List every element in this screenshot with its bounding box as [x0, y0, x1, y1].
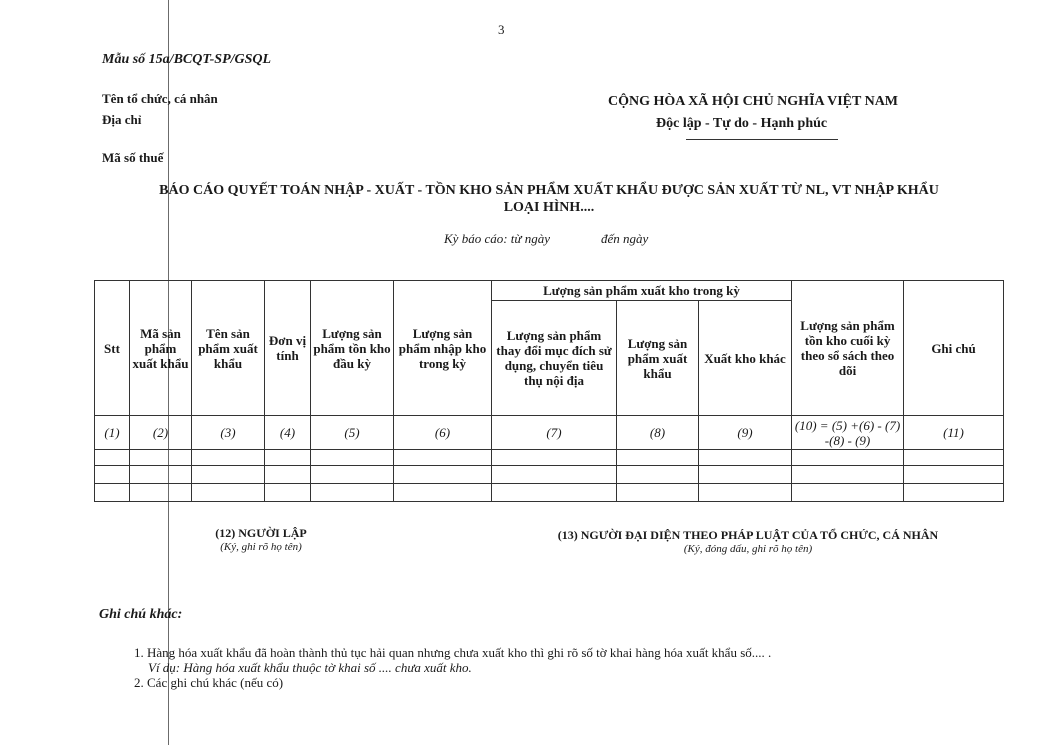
national-motto: Độc lập - Tự do - Hạnh phúc — [656, 116, 828, 131]
index-row — [95, 416, 1004, 450]
col-header-closing-stock: Lượng sản phẩm tồn kho cuối kỳ theo sổ sách theo dõi — [792, 281, 904, 416]
report-title-line1: BÁO CÁO QUYẾT TOÁN NHẬP - XUẤT - TỒN KHO SẢN PHẨM XUẤT KHẨU ĐƯỢC SẢN XUẤT TỪ NL, VT NHẬP KHẨU — [159, 183, 939, 198]
index-cell: (4) — [265, 416, 311, 450]
form-code: Mẫu số 15a/BCQT-SP/GSQL — [102, 52, 272, 67]
col-header-exported: Lượng sản phẩm xuất khẩu — [617, 301, 699, 416]
index-cell: (3) — [192, 416, 265, 450]
index-cell: (5) — [311, 416, 394, 450]
report-period-from: Kỳ báo cáo: từ ngày — [444, 231, 551, 246]
index-cell: (2) — [130, 416, 192, 450]
note-item-1-example: Ví dụ: Hàng hóa xuất khẩu thuộc tờ khai số .... chưa xuất kho. — [148, 660, 472, 675]
table-row — [95, 466, 1004, 484]
index-cell: (7) — [492, 416, 617, 450]
notes-heading: Ghi chú khác: — [99, 607, 183, 622]
col-header-product-code: Mã sản phẩm xuất khẩu — [130, 281, 192, 416]
country-name: CỘNG HÒA XÃ HỘI CHỦ NGHĨA VIỆT NAM — [608, 94, 899, 109]
notes-list — [134, 645, 771, 690]
col-header-stt: Stt — [95, 281, 130, 416]
representative-signature — [520, 528, 976, 555]
address-label: Địa chỉ — [102, 112, 142, 127]
index-cell: (8) — [617, 416, 699, 450]
inventory-table — [94, 280, 1004, 502]
table-row — [95, 484, 1004, 502]
col-header-opening-stock: Lượng sản phẩm tồn kho đầu kỳ — [311, 281, 394, 416]
note-item-2: 2. Các ghi chú khác (nếu có) — [134, 675, 284, 690]
org-name-label: Tên tổ chức, cá nhân — [102, 91, 218, 106]
page-number: 3 — [498, 22, 505, 37]
preparer-title: (12) NGƯỜI LẬP — [215, 526, 307, 540]
index-cell: (9) — [699, 416, 792, 450]
col-header-unit: Đơn vị tính — [265, 281, 311, 416]
index-cell: (10) = (5) +(6) - (7) -(8) - (9) — [792, 416, 904, 450]
tax-code-label: Mã số thuế — [102, 150, 164, 165]
index-cell: (11) — [904, 416, 1004, 450]
col-header-product-name: Tên sản phẩm xuất khẩu — [192, 281, 265, 416]
group-header-issued: Lượng sản phẩm xuất kho trong kỳ — [492, 281, 792, 301]
col-header-notes: Ghi chú — [904, 281, 1004, 416]
representative-title: (13) NGƯỜI ĐẠI DIỆN THEO PHÁP LUẬT CỦA TỔ CHỨC, CÁ NHÂN — [557, 528, 939, 542]
col-header-other-issue: Xuất kho khác — [699, 301, 792, 416]
index-cell: (1) — [95, 416, 130, 450]
table-row — [95, 450, 1004, 466]
representative-note: (Ký, đóng dấu, ghi rõ họ tên) — [683, 543, 813, 555]
col-header-received: Lượng sản phẩm nhập kho trong kỳ — [394, 281, 492, 416]
index-cell: (6) — [394, 416, 492, 450]
preparer-signature — [190, 526, 332, 553]
preparer-note: (Ký, ghi rõ họ tên) — [220, 541, 302, 553]
report-title — [96, 182, 1002, 216]
col-header-domestic-use: Lượng sản phẩm thay đổi mục đích sử dụng, chuyển tiêu thụ nội địa — [492, 301, 617, 416]
report-period-to: đến ngày — [601, 231, 649, 246]
note-item-1: 1. Hàng hóa xuất khẩu đã hoàn thành thủ tục hải quan nhưng chưa xuất kho thì ghi rõ số tờ khai hàng hóa xuất khẩu số.... . — [134, 645, 772, 660]
report-title-line2: LOẠI HÌNH.... — [503, 200, 595, 215]
motto-underline — [686, 139, 838, 140]
